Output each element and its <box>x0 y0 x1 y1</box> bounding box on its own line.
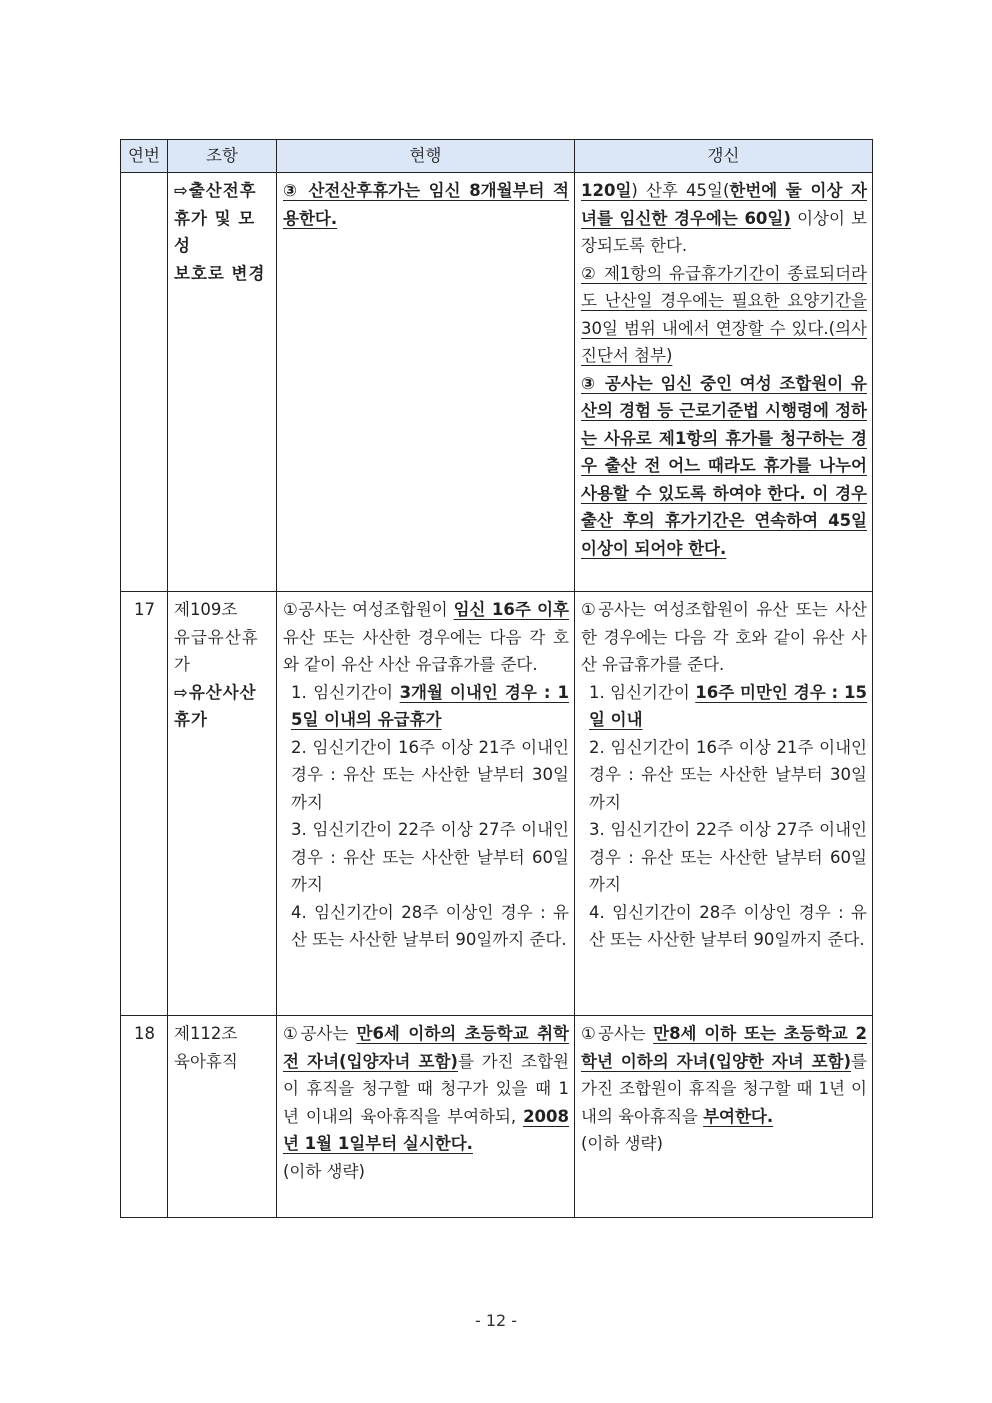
new-clause-2: ② 제1항의 유급휴가기간이 종료되더라도 난산일 경우에는 필요한 요양기간을 30일 범위 내에서 연장할 수 있다.(의사진단서 첨부) <box>581 263 867 365</box>
new-clause-3: ③ 공사는 임신 중인 여성 조합원이 유산의 경험 등 근로기준법 시행령에 정하는 사유로 제1항의 휴가를 청구하는 경우 출산 전 어느 때라도 휴가를 나누어 사용할 수 있도록 하여야 한다. 이 경우 출산 후의 휴가기간은 연속하여 45일 이상이 되어야 한다. <box>581 373 867 558</box>
header-no: 연번 <box>121 140 168 173</box>
table-row <box>121 1016 873 1218</box>
article-title: 유급유산휴가 <box>174 627 259 674</box>
new-text-cell <box>575 173 873 592</box>
article-number: 제109조 <box>174 600 238 619</box>
current-intro: ①공사는 여성조합원이 임신 16주 이후 유산 또는 사산한 경우에는 다음 각 호와 같이 유산 사산 유급휴가를 준다. <box>283 600 569 674</box>
header-current: 현행 <box>277 140 575 173</box>
current-item: 3. 임신기간이 22주 이상 27주 이내인 경우 : 유산 또는 사산한 날부터 60일까지 <box>291 820 569 894</box>
article-cell <box>168 592 277 1016</box>
article-line: 휴가 및 모성 <box>174 208 256 255</box>
comparison-table <box>120 139 873 1218</box>
omission-note: (이하 생략) <box>581 1134 663 1153</box>
omission-note: (이하 생략) <box>283 1161 365 1181</box>
current-item: 2. 임신기간이 16주 이상 21주 이내인 경우 : 유산 또는 사산한 날부터 30일까지 <box>291 737 569 812</box>
new-item: 3. 임신기간이 22주 이상 27주 이내인 경우 : 유산 또는 사산한 날부터 60일까지 <box>589 820 867 894</box>
row-number: 18 <box>121 1016 168 1218</box>
new-item: 2. 임신기간이 16주 이상 21주 이내인 경우 : 유산 또는 사산한 날부터 30일까지 <box>589 737 867 812</box>
article-number: 제112조 <box>174 1024 238 1043</box>
new-clause: ①공사는 만8세 이하 또는 초등학교 2학년 이하의 자녀(입양한 자녀 포함)를 가진 조합원이 휴직을 청구할 때 1년 이내의 육아휴직을 부여한다. <box>581 1024 867 1126</box>
header-article: 조항 <box>168 140 277 173</box>
row-number <box>121 173 168 592</box>
article-line: 보호로 변경 <box>174 263 266 283</box>
current-clause: ①공사는 만6세 이하의 초등학교 취학 전 자녀(입양자녀 포함)를 가진 조합원이 휴직을 청구할 때 청구가 있을 때 1년 이내의 육아휴직을 부여하되, 2008년 1월 1일부터 실시한다. <box>283 1024 569 1153</box>
article-change: ⇨유산사산휴가 <box>174 682 257 729</box>
current-item: 4. 임신기간이 28주 이상인 경우 : 유산 또는 사산한 날부터 90일까지 준다. <box>291 902 569 949</box>
row-number: 17 <box>121 592 168 1016</box>
new-intro: ①공사는 여성조합원이 유산 또는 사산한 경우에는 다음 각 호와 같이 유산 사산 유급휴가를 준다. <box>581 600 867 674</box>
current-text-cell <box>277 592 575 1016</box>
header-new: 갱신 <box>575 140 873 173</box>
new-clause-1: 120일) 산후 45일(한번에 둘 이상 자녀를 임신한 경우에는 60일) 이상이 보장되도록 한다. <box>581 181 867 255</box>
article-line: ⇨출산전후 <box>174 181 257 200</box>
table-header-row <box>121 140 873 173</box>
new-item: 4. 임신기간이 28주 이상인 경우 : 유산 또는 사산한 날부터 90일까지 준다. <box>589 902 867 949</box>
article-title: 육아휴직 <box>174 1051 238 1071</box>
current-item: 1. 임신기간이 3개월 이내인 경우 : 15일 이내의 유급휴가 <box>291 682 569 729</box>
article-cell <box>168 1016 277 1218</box>
current-text-cell <box>277 1016 575 1218</box>
article-cell <box>168 173 277 592</box>
new-text-cell <box>575 592 873 1016</box>
current-clause: ③ 산전산후휴가는 임신 8개월부터 적용한다. <box>283 181 569 228</box>
page-number: - 12 - <box>474 1311 518 1330</box>
table-row <box>121 173 873 592</box>
table-row <box>121 592 873 1016</box>
new-text-cell <box>575 1016 873 1218</box>
new-item: 1. 임신기간이 16주 미만인 경우 : 15일 이내 <box>589 682 867 729</box>
current-text-cell <box>277 173 575 592</box>
